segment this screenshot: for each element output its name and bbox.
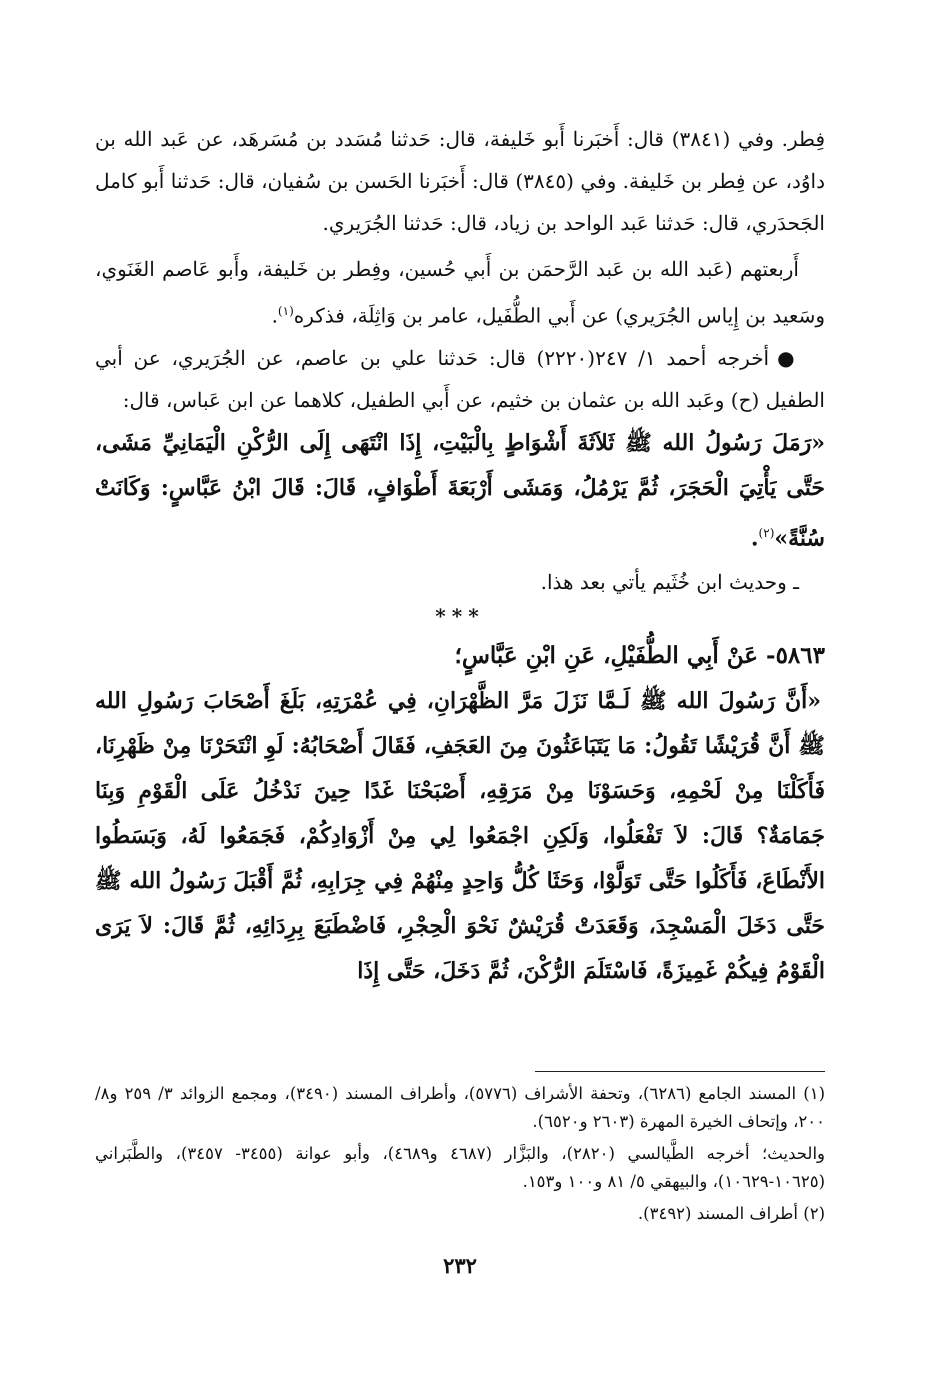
footnotes-section bbox=[95, 1080, 825, 1228]
hadith-text-5863: «أَنَّ رَسُولَ الله ﷺ لَـمَّا نَزَلَ مَرَّ الظَّهْرَانِ، فِي عُمْرَتِهِ، بَلَغَ أَصْحَابَ رَسُولِ الله ﷺ أَنَّ قُرَيْشًا تَقُولُ: مَا يَتَبَاعَثُونَ مِنَ العَجَفِ، فَقَالَ أَصْحَابُهُ: لَوِ انْتَحَرْنَا مِنْ ظَهْرِنَا، فَأَكَلْنَا مِنْ لَحْمِهِ، وَحَسَوْنَا مِنْ مَرَقِهِ، أَصْبَحْنَا غَدًا حِينَ نَدْخُلُ عَلَى الْقَوْمِ وَبِنَا جَمَامَةٌ؟ قَالَ: لاَ تَفْعَلُوا، وَلَكِنِ اجْمَعُوا لِي مِنْ أَزْوَادِكُمْ، فَجَمَعُوا لَهُ، وَبَسَطُوا الأَنْطَاعَ، فَأَكَلُوا حَتَّى تَوَلَّوْا، وَحَثَا كُلُّ وَاحِدٍ مِنْهُمْ فِي جِرَابِهِ، ثُمَّ أَقْبَلَ رَسُولُ الله ﷺ حَتَّى دَخَلَ الْمَسْجِدَ، وَقَعَدَتْ قُرَيْشٌ نَحْوَ الْحِجْرِ، فَاضْطَبَعَ بِرِدَائِهِ، ثُمَّ قَالَ: لاَ يَرَى الْقَوْمُ فِيكُمْ غَمِيزَةً، فَاسْتَلَمَ الرُّكْنَ، ثُمَّ دَخَلَ، حَتَّى إِذَا bbox=[95, 687, 825, 984]
paragraph-ibn-khuthaym-note: ـ وحديث ابن خُثَيم يأتي بعد هذا. bbox=[540, 569, 799, 594]
hadith-number-heading: ٥٨٦٣- عَنْ أَبِي الطُّفَيْلِ، عَنِ ابْنِ عَبَّاسٍ؛ bbox=[454, 641, 825, 669]
footnote-ref-2[interactable]: (٢) bbox=[758, 525, 775, 540]
page-body bbox=[95, 118, 825, 1383]
paragraph-takhrij-text: أخرجه أحمد ١/ ٢٤٧(٢٢٢٠) قال: حَدثنا علي بن عاصم، عن الجُرَيري، عن أبي الطفيل (ح) وعَبد الله بن عثمان بن خثيم، عن أَبي الطفيل، كلاهما عن ابن عَباس، قال: bbox=[95, 345, 825, 412]
hadith-text-ramal bbox=[95, 421, 825, 561]
paragraph-takhrij-ahmad bbox=[95, 337, 825, 421]
footnote-1: (١) المسند الجامع (٦٢٨٦)، وتحفة الأشراف (٥٧٧٦)، وأطراف المسند (٣٤٩٠)، ومجمع الزوائد ٣/ ٢٥٩ و٨/ ٢٠٠، وإتحاف الخيرة المهرة (٢٦٠٣ و٦٥٢٠). bbox=[95, 1084, 825, 1131]
section-separator-stars: *** bbox=[435, 603, 485, 628]
hadith-ramal-body: «رَمَلَ رَسُولُ الله ﷺ ثَلاَثَةَ أَشْوَاطٍ بِالْبَيْتِ، إِذَا انْتَهَى إِلَى الرُّكْنِ الْيَمَانِيِّ مَشَى، حَتَّى يَأْتِيَ الْحَجَرَ، ثُمَّ يَرْمُلُ، وَمَشَى أَرْبَعَةَ أَطْوَافٍ، قَالَ: قَالَ ابْنُ عَبَّاسٍ: وَكَانَتْ سُنَّةً» bbox=[95, 429, 825, 551]
paragraph-end-mark: . bbox=[271, 303, 278, 328]
hadith-end-mark: . bbox=[750, 524, 759, 551]
page-number: ٢٣٢ bbox=[443, 1253, 477, 1278]
paragraph-narrators-text: أَربعتهم (عَبد الله بن عَبد الرَّحمَن بن أَبي حُسين، وفِطر بن خَليفة، وأَبو عَاصم الغَنَوي، وسَعيد بن إِياس الجُرَيري) عن أَبي الطُّفَيل، عامر بن وَاثِلَة، فذكره bbox=[95, 257, 825, 328]
paragraph-chain-continuation: فِطر. وفي (٣٨٤١) قال: أَخبَرنا أَبو خَليفة، قال: حَدثنا مُسَدد بن مُسَرهَد، عن عَبد الله بن داوُد، عن فِطر بن خَليفة. وفي (٣٨٤٥) قال: أَخبَرنا الحَسن بن سُفيان، قال: حَدثنا أَبو كامل الجَحدَري، قال: حَدثنا عَبد الواحد بن زياد، قال: حَدثنا الجُرَيري. bbox=[95, 127, 825, 235]
footnote-ref-1[interactable]: (١) bbox=[277, 304, 294, 318]
bullet-icon: ● bbox=[777, 345, 799, 370]
footnote-2: (٢) أطراف المسند (٣٤٩٢). bbox=[637, 1204, 825, 1223]
footnote-divider bbox=[535, 1071, 825, 1072]
footnote-1-continuation: والحديث؛ أخرجه الطَّيالسي (٢٨٢٠)، والبَزَّار (٤٦٨٧ و٤٦٨٩)، وأبو عوانة (٣٤٥٥- ٣٤٥٧)، والطَّبَراني (١٠٦٢٥-١٠٦٢٩)، والبيهقي ٥/ ٨١ و١٠٠ و١٥٣. bbox=[95, 1144, 825, 1191]
paragraph-narrators-summary bbox=[95, 248, 825, 337]
